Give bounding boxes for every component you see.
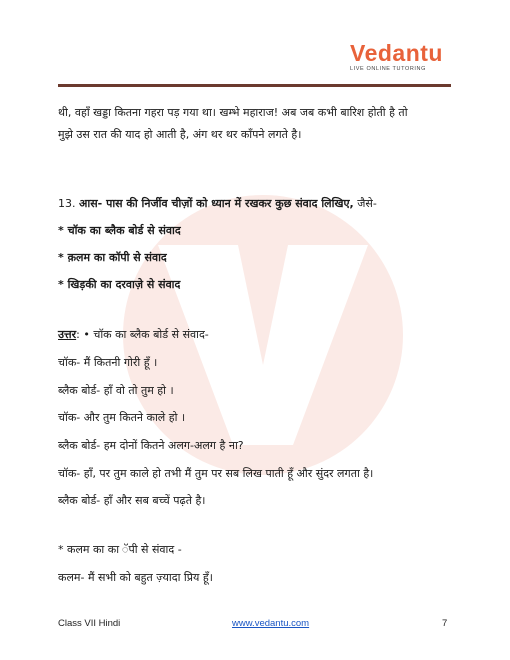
option-item: * चॉक का ब्लैक बोर्ड से संवाद bbox=[58, 224, 181, 237]
paragraph-line: थी, वहाँ खड्डा कितना गहरा पड़ गया था। खम्भे महाराज! अब जब कभी बारिश होती है तो bbox=[58, 106, 408, 119]
header-divider bbox=[58, 84, 451, 87]
dialogue-line: चॉक- हाँ, पर तुम काले हो तभी मैं तुम पर सब लिख पाती हूँ और सुंदर लगता है। bbox=[58, 467, 374, 480]
option-item: * क़लम का कॉपी से संवाद bbox=[58, 251, 167, 264]
logo-tagline: LIVE ONLINE TUTORING bbox=[350, 66, 426, 72]
footer-website-link[interactable]: www.vedantu.com bbox=[232, 618, 310, 629]
answer-label: उत्तर bbox=[58, 328, 77, 341]
dialogue-line: चॉक- मैं कितनी गोरी हूँ । bbox=[58, 356, 158, 369]
question-text: आस- पास की निर्जीव चीज़ों को ध्यान में रखकर कुछ संवाद लिखिए, bbox=[79, 197, 354, 210]
dialogue-line: कलम- मैं सभी को बहुत ज़्यादा प्रिय हूँ। bbox=[58, 571, 213, 584]
footer-class-label: Class VII Hindi bbox=[58, 618, 121, 629]
dialogue-line: चॉक- और तुम कितने काले हो । bbox=[58, 411, 186, 424]
answer-intro: : • चॉक का ब्लैक बोर्ड से संवाद- bbox=[76, 328, 209, 341]
question-number: 13. bbox=[58, 197, 79, 210]
option-item: * खिड़की का दरवाज़े से संवाद bbox=[58, 278, 181, 291]
page-number: 7 bbox=[442, 618, 448, 629]
question bbox=[58, 197, 377, 211]
logo-brand: Vedantu bbox=[350, 40, 443, 66]
answer-line bbox=[58, 328, 209, 342]
dialogue-line: ब्लैक बोर्ड- हाँ वो तो तुम हो । bbox=[58, 384, 174, 397]
dialogue-line: ब्लैक बोर्ड- हम दोनों कितने अलग-अलग है ना? bbox=[58, 439, 244, 452]
paragraph-line: मुझे उस रात की याद हो आती है, अंग थर थर काँपने लगते है। bbox=[58, 128, 302, 141]
question-tail: जैसे- bbox=[353, 197, 377, 210]
section-heading: * कलम का का ॅपी से संवाद - bbox=[58, 543, 182, 556]
dialogue-line: ब्लैक बोर्ड- हाँ और सब बच्चें पढ़ते है। bbox=[58, 494, 206, 507]
vedantu-logo bbox=[350, 42, 450, 72]
